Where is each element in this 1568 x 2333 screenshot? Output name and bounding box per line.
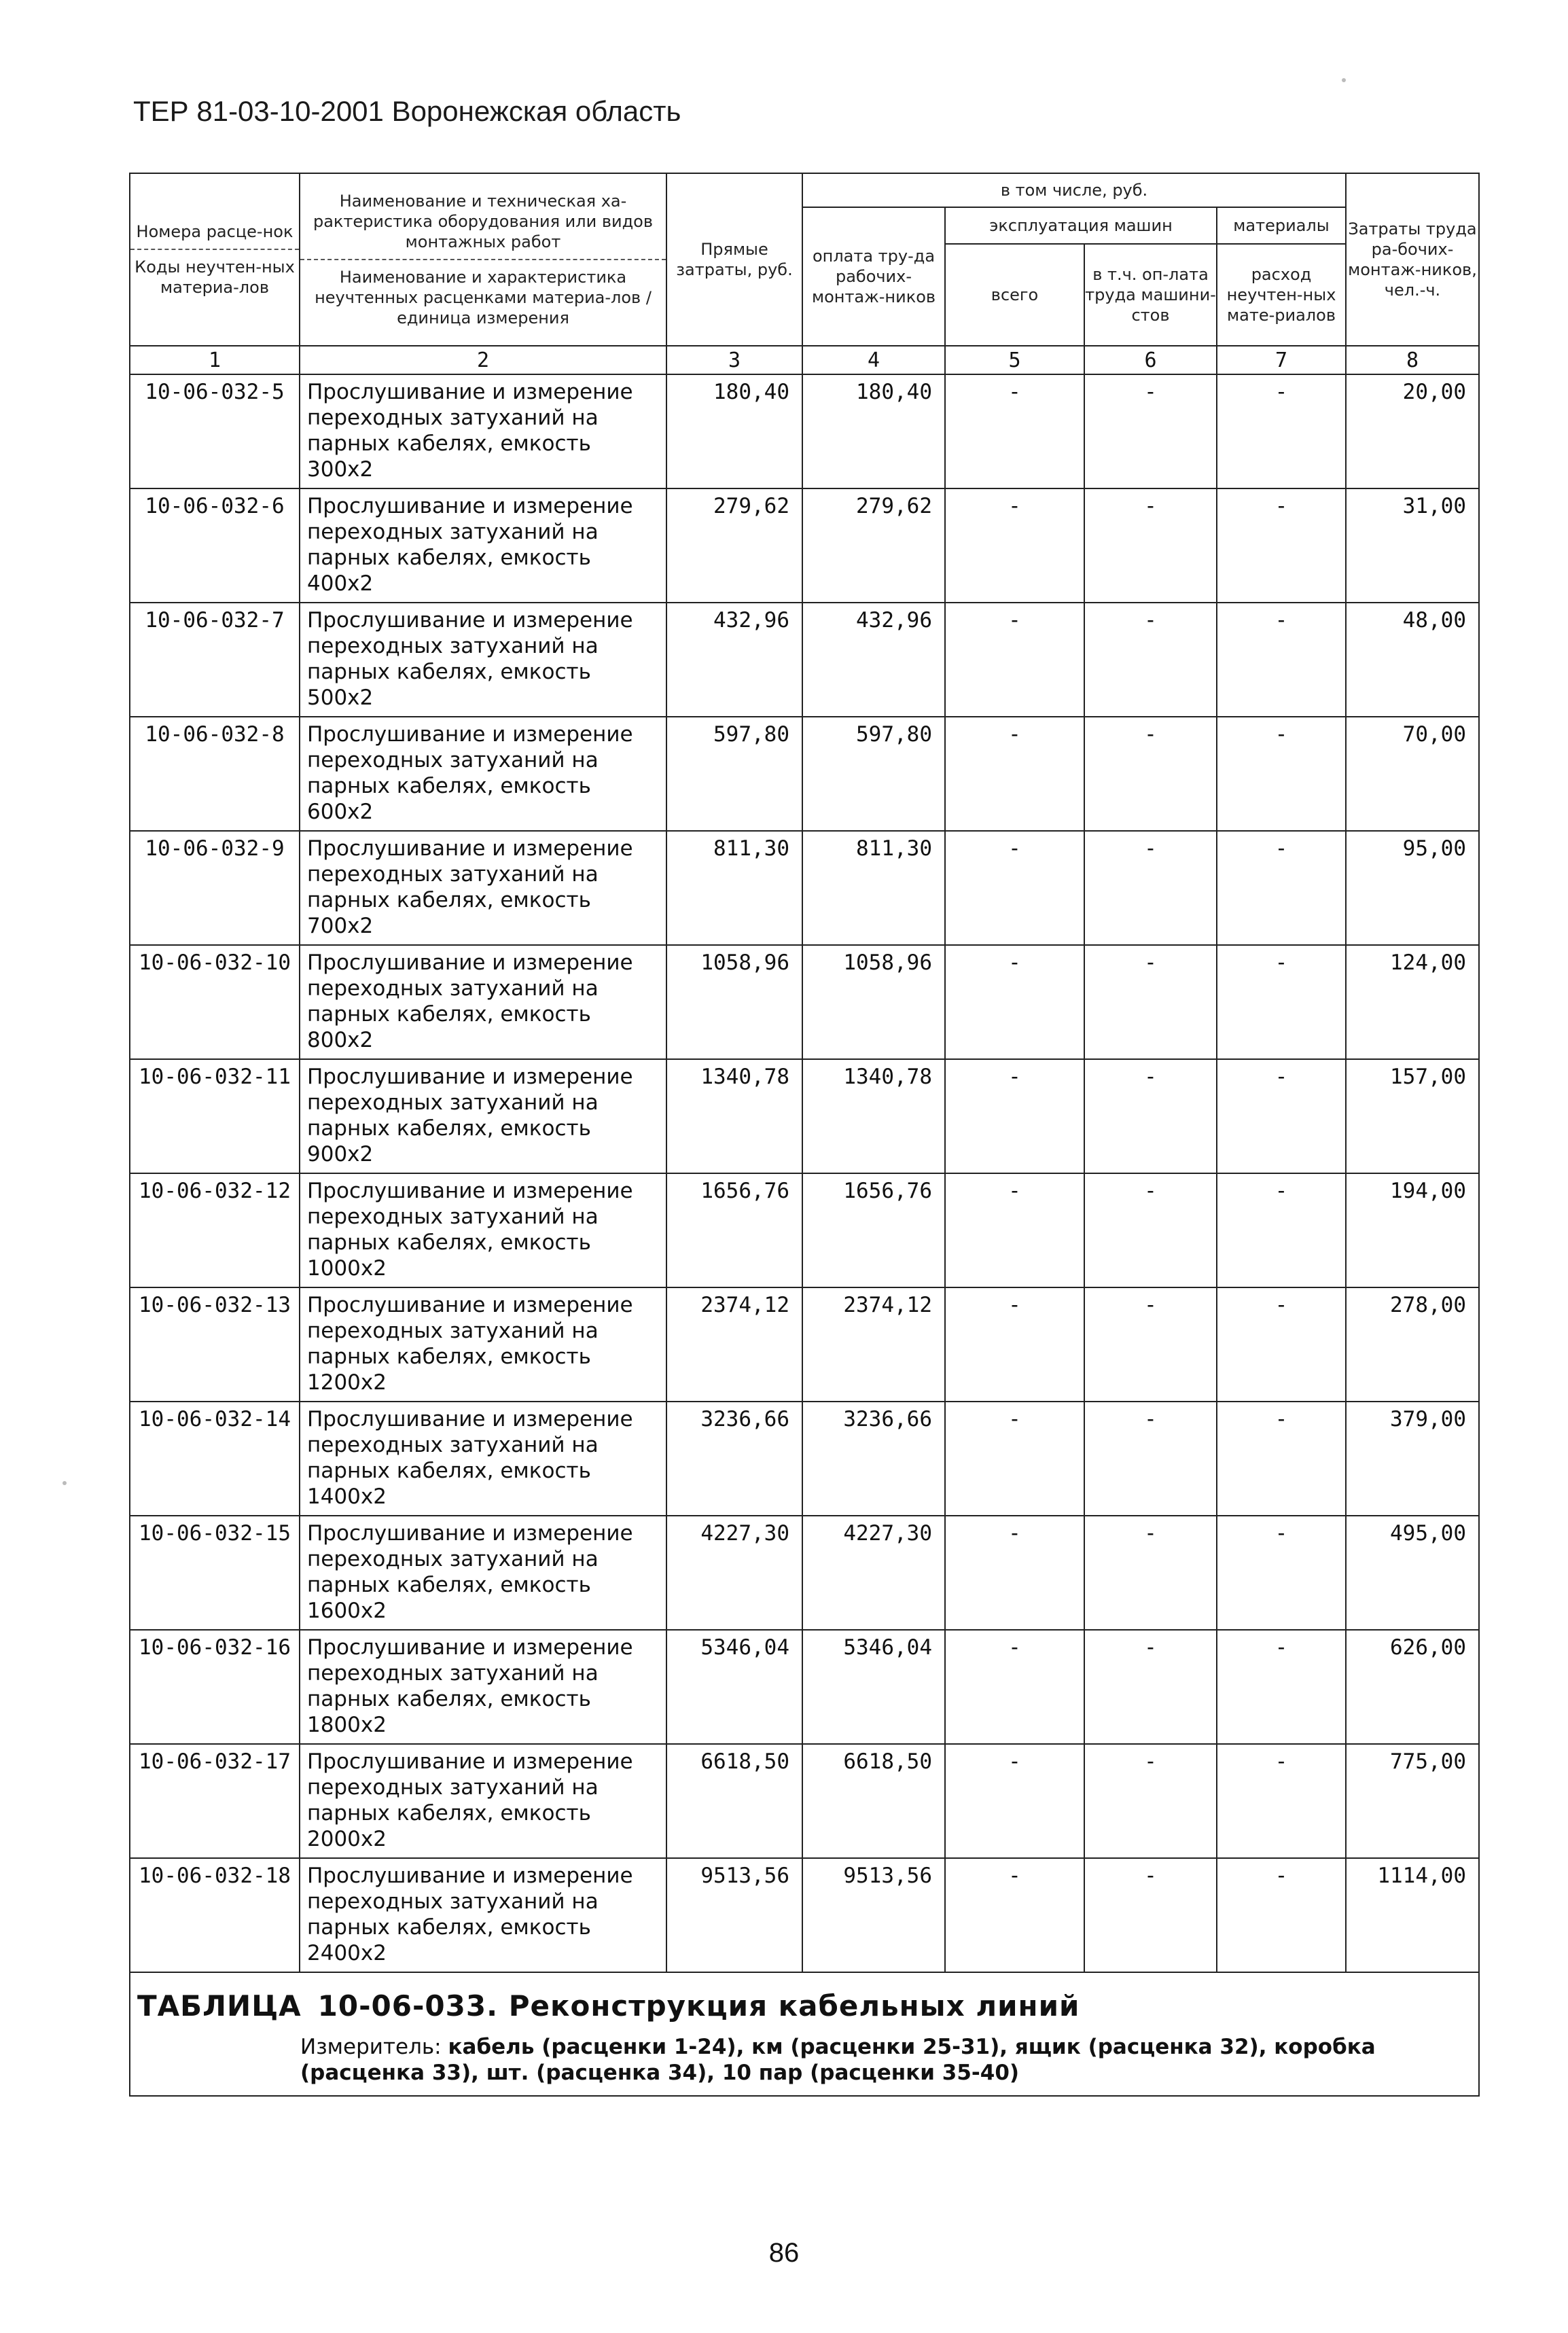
header-labor-hours: Затраты труда ра-бочих-монтаж-ников, чел.-ч. — [1346, 173, 1479, 346]
labor-hours-value: 157,00 — [1346, 1059, 1479, 1173]
rate-code: 10-06-032-15 — [130, 1516, 300, 1630]
direct-costs-value: 432,96 — [666, 603, 802, 717]
table-row — [130, 1287, 1479, 1402]
materials-value: - — [1217, 1516, 1346, 1630]
header-col1-top: Номера расце-нок — [130, 217, 299, 250]
worker-pay-value: 9513,56 — [802, 1858, 945, 1972]
rate-code: 10-06-032-14 — [130, 1402, 300, 1516]
column-number: 2 — [300, 346, 666, 374]
direct-costs-value: 9513,56 — [666, 1858, 802, 1972]
next-table-title — [137, 1988, 1472, 2025]
materials-value: - — [1217, 1858, 1346, 1972]
rates-table — [129, 173, 1480, 2097]
materials-value: - — [1217, 374, 1346, 488]
direct-costs-value: 2374,12 — [666, 1287, 802, 1402]
labor-hours-value: 124,00 — [1346, 945, 1479, 1059]
labor-hours-value: 278,00 — [1346, 1287, 1479, 1402]
table-row — [130, 1402, 1479, 1516]
next-table-number: 10-06-033. — [317, 1989, 499, 2023]
table-row — [130, 374, 1479, 488]
labor-hours-value: 775,00 — [1346, 1744, 1479, 1858]
direct-costs-value: 1656,76 — [666, 1173, 802, 1287]
machines-total-value: - — [945, 1059, 1084, 1173]
column-number: 8 — [1346, 346, 1479, 374]
column-number: 5 — [945, 346, 1084, 374]
next-table-row — [130, 1972, 1479, 2096]
machines-total-value: - — [945, 717, 1084, 831]
header-unaccounted-materials: расход неучтен-ных мате-риалов — [1217, 244, 1346, 346]
machinist-pay-value: - — [1084, 374, 1217, 488]
machines-total-value: - — [945, 945, 1084, 1059]
table-rows — [130, 374, 1479, 1972]
work-description: Прослушивание и измерение переходных затуханий на парных кабелях, емкость 600х2 — [300, 717, 666, 831]
column-number: 3 — [666, 346, 802, 374]
rate-code: 10-06-032-10 — [130, 945, 300, 1059]
column-number: 7 — [1217, 346, 1346, 374]
rate-code: 10-06-032-16 — [130, 1630, 300, 1744]
page-number: 86 — [768, 2238, 800, 2268]
direct-costs-value: 597,80 — [666, 717, 802, 831]
rate-code: 10-06-032-18 — [130, 1858, 300, 1972]
labor-hours-value: 495,00 — [1346, 1516, 1479, 1630]
worker-pay-value: 2374,12 — [802, 1287, 945, 1402]
work-description: Прослушивание и измерение переходных затуханий на парных кабелях, емкость 1000х2 — [300, 1173, 666, 1287]
labor-hours-value: 20,00 — [1346, 374, 1479, 488]
rate-code: 10-06-032-13 — [130, 1287, 300, 1402]
scan-speck — [1342, 78, 1346, 82]
work-description: Прослушивание и измерение переходных затуханий на парных кабелях, емкость 1200х2 — [300, 1287, 666, 1402]
materials-value: - — [1217, 717, 1346, 831]
scan-speck — [63, 1481, 67, 1485]
next-table-name: Реконструкция кабельных линий — [508, 1989, 1080, 2023]
direct-costs-value: 3236,66 — [666, 1402, 802, 1516]
table-row — [130, 1173, 1479, 1287]
work-description: Прослушивание и измерение переходных затуханий на парных кабелях, емкость 1400х2 — [300, 1402, 666, 1516]
header-worker-pay: оплата тру-да рабочих-монтаж-ников — [802, 207, 945, 346]
machines-total-value: - — [945, 1630, 1084, 1744]
labor-hours-value: 95,00 — [1346, 831, 1479, 945]
rate-code: 10-06-032-6 — [130, 488, 300, 603]
header-col2 — [300, 173, 666, 346]
machines-total-value: - — [945, 1858, 1084, 1972]
machinist-pay-value: - — [1084, 831, 1217, 945]
materials-value: - — [1217, 831, 1346, 945]
table-row — [130, 1516, 1479, 1630]
materials-value: - — [1217, 1287, 1346, 1402]
worker-pay-value: 5346,04 — [802, 1630, 945, 1744]
machinist-pay-value: - — [1084, 488, 1217, 603]
work-description: Прослушивание и измерение переходных затуханий на парных кабелях, емкость 1600х2 — [300, 1516, 666, 1630]
header-col2-top: Наименование и техническая ха-рактеристика оборудования или видов монтажных работ — [300, 187, 666, 260]
direct-costs-value: 6618,50 — [666, 1744, 802, 1858]
table-row — [130, 1744, 1479, 1858]
labor-hours-value: 379,00 — [1346, 1402, 1479, 1516]
labor-hours-value: 48,00 — [1346, 603, 1479, 717]
header-materials: материалы — [1217, 207, 1346, 244]
labor-hours-value: 194,00 — [1346, 1173, 1479, 1287]
worker-pay-value: 180,40 — [802, 374, 945, 488]
work-description: Прослушивание и измерение переходных затуханий на парных кабелях, емкость 700х2 — [300, 831, 666, 945]
column-number-row — [130, 346, 1479, 374]
worker-pay-value: 6618,50 — [802, 1744, 945, 1858]
direct-costs-value: 5346,04 — [666, 1630, 802, 1744]
materials-value: - — [1217, 1744, 1346, 1858]
table-row — [130, 488, 1479, 603]
materials-value: - — [1217, 1630, 1346, 1744]
header-col2-bottom: Наименование и характеристика неучтенных расценками материа-лов / единица измерения — [315, 268, 652, 327]
work-description: Прослушивание и измерение переходных затуханий на парных кабелях, емкость 300х2 — [300, 374, 666, 488]
table-row — [130, 717, 1479, 831]
rate-code: 10-06-032-9 — [130, 831, 300, 945]
materials-value: - — [1217, 1059, 1346, 1173]
machinist-pay-value: - — [1084, 1059, 1217, 1173]
next-table-meter — [300, 2034, 1472, 2086]
header-machines: эксплуатация машин — [945, 207, 1217, 244]
table-row — [130, 1630, 1479, 1744]
rate-code: 10-06-032-11 — [130, 1059, 300, 1173]
header-machinist-pay: в т.ч. оп-лата труда машини-стов — [1084, 244, 1217, 346]
table-row — [130, 1858, 1479, 1972]
worker-pay-value: 811,30 — [802, 831, 945, 945]
worker-pay-value: 1656,76 — [802, 1173, 945, 1287]
direct-costs-value: 279,62 — [666, 488, 802, 603]
direct-costs-value: 811,30 — [666, 831, 802, 945]
meter-text: кабель (расценки 1-24), км (расценки 25-31), ящик (расценка 32), коробка (расценка 33), шт. (расценка 34), 10 пар (расценки 35-40) — [300, 2035, 1376, 2085]
machines-total-value: - — [945, 1173, 1084, 1287]
machines-total-value: - — [945, 488, 1084, 603]
machines-total-value: - — [945, 603, 1084, 717]
next-table-heading — [130, 1972, 1479, 2096]
machines-total-value: - — [945, 374, 1084, 488]
machinist-pay-value: - — [1084, 1858, 1217, 1972]
materials-value: - — [1217, 945, 1346, 1059]
rate-code: 10-06-032-8 — [130, 717, 300, 831]
header-col1 — [130, 173, 300, 346]
rate-code: 10-06-032-7 — [130, 603, 300, 717]
worker-pay-value: 432,96 — [802, 603, 945, 717]
labor-hours-value: 1114,00 — [1346, 1858, 1479, 1972]
worker-pay-value: 1340,78 — [802, 1059, 945, 1173]
meter-label: Измеритель: — [300, 2035, 442, 2059]
materials-value: - — [1217, 488, 1346, 603]
worker-pay-value: 4227,30 — [802, 1516, 945, 1630]
machinist-pay-value: - — [1084, 1287, 1217, 1402]
direct-costs-value: 4227,30 — [666, 1516, 802, 1630]
worker-pay-value: 3236,66 — [802, 1402, 945, 1516]
machines-total-value: - — [945, 1744, 1084, 1858]
worker-pay-value: 597,80 — [802, 717, 945, 831]
labor-hours-value: 31,00 — [1346, 488, 1479, 603]
column-number: 4 — [802, 346, 945, 374]
header-col1-bottom: Коды неучтен-ных материа-лов — [135, 257, 295, 297]
worker-pay-value: 279,62 — [802, 488, 945, 603]
materials-value: - — [1217, 1402, 1346, 1516]
work-description: Прослушивание и измерение переходных затуханий на парных кабелях, емкость 1800х2 — [300, 1630, 666, 1744]
machines-total-value: - — [945, 831, 1084, 945]
table-row — [130, 831, 1479, 945]
table-row — [130, 1059, 1479, 1173]
work-description: Прослушивание и измерение переходных затуханий на парных кабелях, емкость 2000х2 — [300, 1744, 666, 1858]
machines-total-value: - — [945, 1516, 1084, 1630]
rate-code: 10-06-032-17 — [130, 1744, 300, 1858]
worker-pay-value: 1058,96 — [802, 945, 945, 1059]
materials-value: - — [1217, 1173, 1346, 1287]
rate-code: 10-06-032-5 — [130, 374, 300, 488]
machinist-pay-value: - — [1084, 1402, 1217, 1516]
labor-hours-value: 626,00 — [1346, 1630, 1479, 1744]
work-description: Прослушивание и измерение переходных затуханий на парных кабелях, емкость 2400х2 — [300, 1858, 666, 1972]
machinist-pay-value: - — [1084, 945, 1217, 1059]
table-row — [130, 945, 1479, 1059]
machinist-pay-value: - — [1084, 717, 1217, 831]
column-number: 1 — [130, 346, 300, 374]
column-number: 6 — [1084, 346, 1217, 374]
work-description: Прослушивание и измерение переходных затуханий на парных кабелях, емкость 800х2 — [300, 945, 666, 1059]
machines-total-value: - — [945, 1287, 1084, 1402]
work-description: Прослушивание и измерение переходных затуханий на парных кабелях, емкость 900х2 — [300, 1059, 666, 1173]
next-table-label: ТАБЛИЦА — [137, 1989, 302, 2023]
labor-hours-value: 70,00 — [1346, 717, 1479, 831]
page-header: ТЕР 81-03-10-2001 Воронежская область — [133, 95, 681, 127]
materials-value: - — [1217, 603, 1346, 717]
work-description: Прослушивание и измерение переходных затуханий на парных кабелях, емкость 500х2 — [300, 603, 666, 717]
header-group-including: в том числе, руб. — [802, 173, 1346, 207]
header-machines-total: всего — [945, 244, 1084, 346]
machinist-pay-value: - — [1084, 603, 1217, 717]
work-description: Прослушивание и измерение переходных затуханий на парных кабелях, емкость 400х2 — [300, 488, 666, 603]
machinist-pay-value: - — [1084, 1630, 1217, 1744]
direct-costs-value: 180,40 — [666, 374, 802, 488]
machinist-pay-value: - — [1084, 1744, 1217, 1858]
machinist-pay-value: - — [1084, 1516, 1217, 1630]
header-direct-costs: Прямые затраты, руб. — [666, 173, 802, 346]
direct-costs-value: 1058,96 — [666, 945, 802, 1059]
table-row — [130, 603, 1479, 717]
machinist-pay-value: - — [1084, 1173, 1217, 1287]
machines-total-value: - — [945, 1402, 1084, 1516]
rate-code: 10-06-032-12 — [130, 1173, 300, 1287]
direct-costs-value: 1340,78 — [666, 1059, 802, 1173]
